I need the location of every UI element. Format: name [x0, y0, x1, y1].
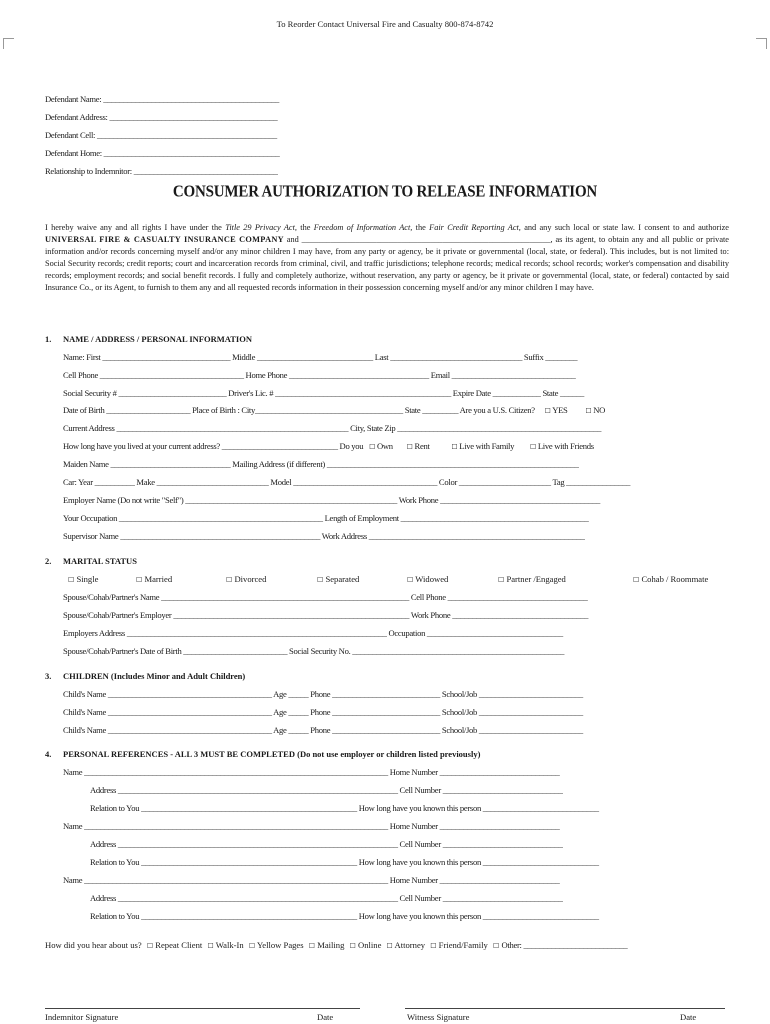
car-row[interactable]: Car: Year __________ Make ____________________________ Model ____________________________________ Color _______________________ Tag ________________ [63, 477, 631, 487]
reorder-header: To Reorder Contact Universal Fire and Casualty 800-874-8742 [276, 19, 494, 29]
citizen-yes-checkbox[interactable]: ☐ YES [544, 405, 568, 415]
birth-row[interactable] [63, 405, 605, 415]
cohab-checkbox[interactable]: ☐ Cohab / Roommate [633, 574, 709, 584]
reference-address-row[interactable]: Address ______________________________________________________________________ Cell Number ______________________________ [90, 893, 563, 903]
child-row[interactable]: Child's Name _________________________________________ Age _____ Phone ___________________________ School/Job __________________________ [63, 707, 583, 717]
child-row[interactable]: Child's Name _________________________________________ Age _____ Phone ___________________________ School/Job __________________________ [63, 689, 583, 699]
reference-address-row[interactable]: Address ______________________________________________________________________ Cell Number ______________________________ [90, 785, 563, 795]
reference-name-row[interactable]: Name ____________________________________________________________________________ Home Number ______________________________ [63, 821, 560, 831]
witness-signature-line[interactable] [405, 1008, 725, 1009]
maiden-name-row[interactable]: Maiden Name ______________________________ Mailing Address (if different) _______________________________________________________________ [63, 459, 579, 469]
repeat-client-checkbox[interactable]: ☐ Repeat Client [146, 940, 203, 950]
crop-mark-left [3, 38, 14, 49]
indemnitor-date-label: Date [317, 1012, 334, 1022]
child-row[interactable]: Child's Name _________________________________________ Age _____ Phone ___________________________ School/Job __________________________ [63, 725, 583, 735]
widowed-checkbox[interactable]: ☐ Widowed [407, 574, 449, 584]
reference-name-row[interactable]: Name ____________________________________________________________________________ Home Number ______________________________ [63, 767, 560, 777]
referral-source-row [45, 940, 627, 950]
occupation-row[interactable]: Your Occupation ___________________________________________________ Length of Employment _______________________________________________ [63, 513, 589, 523]
section-4-number: 4. [45, 749, 52, 759]
form-title: CONSUMER AUTHORIZATION TO RELEASE INFORMATION [172, 182, 598, 202]
section-3-number: 3. [45, 671, 52, 681]
live-with-family-checkbox[interactable]: ☐ Live with Family [451, 441, 515, 451]
birth-row-text[interactable]: Date of Birth _____________________ Place of Birth : City_____________________________________ State _________ Are you a U.S. Citizen? [63, 405, 535, 415]
defendant-home-field[interactable]: Defendant Home: ____________________________________________ [45, 148, 280, 158]
citizen-no-checkbox[interactable]: ☐ NO [585, 405, 606, 415]
consent-paragraph: I hereby waive any and all rights I have under the Title 29 Privacy Act, the Freedom of Information Act, the Fair Credit Reporting Act, and any such local or state law. I consent to and authorize UNIVERSAL FIRE & CASUALTY INSURANCE COMPANY and ____________________________________________________________, as its agent, to obtain any and all public or private information and/or records concerning myself and/or any minor children I may have, from any party or agency, be it private or governmental (local, state, or federal). This includes, but is not limited to: Social Security records; credit reports; court and incarceration records from criminal, civil, and traffic jurisdictions; telephone records; medical records; school records; worker's compensation and disability records; employment records; and social benefit records. I fully and completely authorize, without reservation, any party or agency, be it private or governmental (local, state, or federal) contacted by said Insurance Co., or its Agent, to furnish to them any and all requested records information in their possession concerning myself and/or any minor children I may have. [45, 223, 729, 292]
own-checkbox[interactable]: ☐ Own [369, 441, 393, 451]
witness-date-label: Date [680, 1012, 697, 1022]
referral-question: How did you hear about us? [45, 940, 142, 950]
crop-mark-right [756, 38, 767, 49]
supervisor-row[interactable]: Supervisor Name __________________________________________________ Work Address ______________________________________________________ [63, 531, 585, 541]
section-4-title: PERSONAL REFERENCES - ALL 3 MUST BE COMPLETED (Do not use employer or children listed previously) [63, 749, 481, 759]
rent-checkbox[interactable]: ☐ Rent [406, 441, 430, 451]
partner-checkbox[interactable]: ☐ Partner /Engaged [498, 574, 566, 584]
reference-relation-row[interactable]: Relation to You ______________________________________________________ How long have you known this person _____________________________ [90, 857, 599, 867]
reference-relation-row[interactable]: Relation to You ______________________________________________________ How long have you known this person _____________________________ [90, 911, 599, 921]
defendant-name-field[interactable]: Defendant Name: ____________________________________________ [45, 94, 280, 104]
live-with-friends-checkbox[interactable]: ☐ Live with Friends [529, 441, 594, 451]
mailing-checkbox[interactable]: ☐ Mailing [308, 940, 345, 950]
spouse-employer-row[interactable]: Spouse/Cohab/Partner's Employer ___________________________________________________________ Work Phone __________________________________ [63, 610, 589, 620]
other-checkbox[interactable]: ☐ Other: __________________________ [493, 940, 628, 950]
yellow-pages-checkbox[interactable]: ☐ Yellow Pages [248, 940, 304, 950]
online-checkbox[interactable]: ☐ Online [349, 940, 382, 950]
defendant-cell-field[interactable]: Defendant Cell: _____________________________________________ [45, 130, 277, 140]
spouse-dob-row[interactable]: Spouse/Cohab/Partner's Date of Birth __________________________ Social Security No. _____________________________________________________ [63, 646, 565, 656]
reference-address-row[interactable]: Address ______________________________________________________________________ Cell Number ______________________________ [90, 839, 563, 849]
current-address-row[interactable]: Current Address __________________________________________________________ City, State Zip ___________________________________________________ [63, 423, 602, 433]
walk-in-checkbox[interactable]: ☐ Walk-In [207, 940, 244, 950]
residence-question[interactable]: How long have you lived at your current address? _____________________________ Do you [63, 441, 364, 451]
indemnitor-signature-line[interactable] [45, 1008, 360, 1009]
section-2-title: MARITAL STATUS [63, 556, 137, 566]
witness-signature-label: Witness Signature [407, 1012, 470, 1022]
indemnitor-signature-label: Indemnitor Signature [45, 1012, 119, 1022]
section-3-title: CHILDREN (Includes Minor and Adult Children) [63, 671, 246, 681]
name-row[interactable]: Name: First ________________________________ Middle _____________________________ Last _________________________________ Suffix ________ [63, 352, 578, 362]
section-1-number: 1. [45, 334, 52, 344]
reference-relation-row[interactable]: Relation to You ______________________________________________________ How long have you known this person _____________________________ [90, 803, 599, 813]
ssn-license-row[interactable]: Social Security # ___________________________ Driver's Lic. # ____________________________________________ Expire Date ____________ State ______ [63, 388, 584, 398]
employer-address-row[interactable]: Employers Address _________________________________________________________________ Occupation __________________________________ [63, 628, 563, 638]
spouse-name-row[interactable]: Spouse/Cohab/Partner's Name ______________________________________________________________ Cell Phone ___________________________________ [63, 592, 588, 602]
residence-row[interactable] [63, 441, 594, 451]
defendant-address-field[interactable]: Defendant Address: __________________________________________ [45, 112, 278, 122]
attorney-checkbox[interactable]: ☐ Attorney [386, 940, 426, 950]
section-1-title: NAME / ADDRESS / PERSONAL INFORMATION [63, 334, 252, 344]
employer-row[interactable]: Employer Name (Do not write "Self") _____________________________________________________ Work Phone ________________________________________ [63, 495, 600, 505]
single-checkbox[interactable]: ☐ Single [68, 574, 99, 584]
separated-checkbox[interactable]: ☐ Separated [317, 574, 360, 584]
friend-family-checkbox[interactable]: ☐ Friend/Family [430, 940, 488, 950]
married-checkbox[interactable]: ☐ Married [136, 574, 173, 584]
relationship-field[interactable]: Relationship to Indemnitor: ____________________________________ [45, 166, 278, 176]
reference-name-row[interactable]: Name ____________________________________________________________________________ Home Number ______________________________ [63, 875, 560, 885]
phone-email-row[interactable]: Cell Phone ____________________________________ Home Phone ___________________________________ Email _______________________________ [63, 370, 576, 380]
section-2-number: 2. [45, 556, 52, 566]
divorced-checkbox[interactable]: ☐ Divorced [226, 574, 267, 584]
